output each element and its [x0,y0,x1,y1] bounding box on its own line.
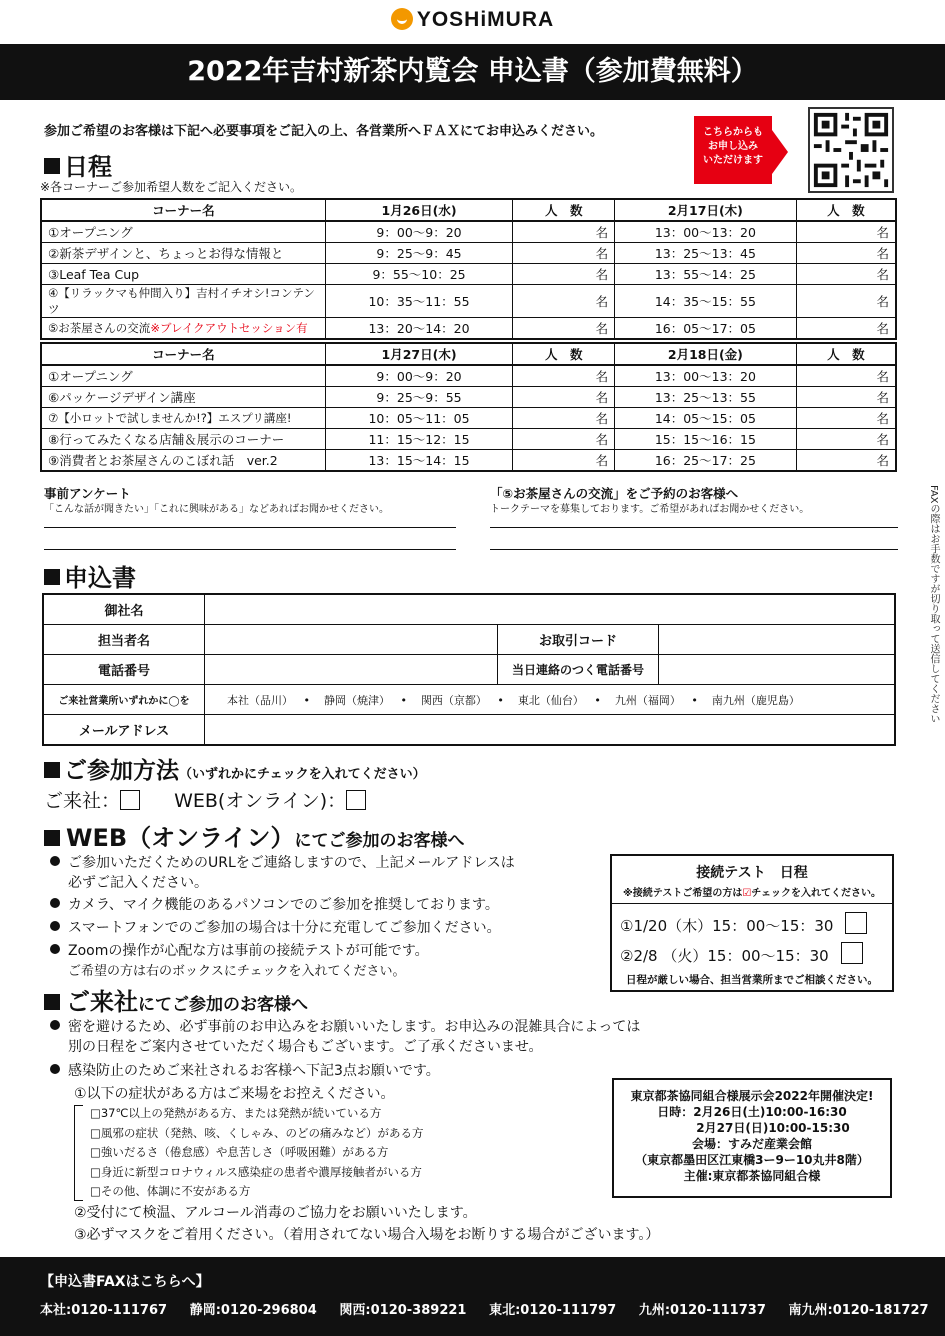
conn-title: 接続テスト 日程 [696,865,808,881]
symptom-item: □37℃以上の発熱がある方、または発熱が続いている方 [90,1106,382,1120]
schedule-table-1 [40,198,897,340]
fax-title: 【申込書FAXはこちらへ】 [40,1274,210,1290]
count-field[interactable]: 名 [796,429,896,450]
web-checkbox[interactable] [346,790,366,810]
fax-number: 九州:0120-111737 [638,1303,766,1318]
side-note: FAXの際はお手数ですが切り取って送信してください [928,485,939,724]
conn-note: ※接続テストご希望の方は☑チェックを入れてください。 [612,884,892,904]
office-select[interactable]: 本社（品川） • 静岡（焼津） • 関西（京都） • 東北（仙台） • 九州（福岡） • 南九州（鹿児島） [205,685,896,715]
table-row: ①オープニング 9：00〜9：20 名 13：00〜13：20 名 [41,221,896,243]
count-field[interactable]: 名 [513,264,615,285]
company-field[interactable] [205,594,896,625]
survey-line[interactable] [44,527,456,528]
schedule-table-2 [40,342,897,472]
visit-checkbox[interactable] [120,790,140,810]
count-field[interactable]: 名 [513,221,615,243]
symptom-item: □その他、体調に不安がある方 [90,1184,251,1198]
fax-number: 関西:0120-389221 [339,1303,467,1318]
connection-test-box [610,854,894,992]
visit-bullet: 感染防止のためご来社されるお客様へ下記3点お願いです。 [50,1060,440,1080]
count-field[interactable]: 名 [796,243,896,264]
visit-bullet: 密を避けるため、必ず事前のお申込みをお願いいたします。お申込みの混雑具合によっては 別の日程をご案内させていただく場合もございます。ご了承くださいませ。 [50,1016,640,1056]
count-field[interactable]: 名 [796,387,896,408]
qr-code[interactable] [808,107,894,193]
online-apply-callout: こちらからも お申し込み いただけます [694,116,772,184]
brand-mark-icon [391,8,413,30]
table-row: ①オープニング 9：00〜9：20 名 13：00〜13：20 名 [41,365,896,387]
fax-footer [0,1257,945,1336]
symptom-item: □風邪の症状（発熱、咳、くしゃみ、のどの痛みなど）がある方 [90,1125,424,1140]
table-row: ⑦【小ロットで試しませんか!?】エスプリ講座! 10：05〜11：05 名 14：05〜15：05 名 [41,408,896,429]
topic-desc: トークテーマを募集しております。ご希望があればお聞かせください。 [490,504,810,515]
count-field[interactable]: 名 [513,243,615,264]
office-option[interactable]: 本社（品川） [227,693,293,707]
conn-date-2: ②2/8 （火）15：00〜15：30 [620,942,892,966]
table-row: ⑨消費者とお茶屋さんのこぼれ話 ver.2 13：15〜14：15 名 16：25〜17：25 名 [41,450,896,472]
conn-date-2-checkbox[interactable] [841,942,863,964]
table-row: ④【リラックマも仲間入り】吉村イチオシ!コンテンツ 10：35〜11：55 名 14：35〜15：55 名 [41,285,896,318]
phone-field[interactable] [205,655,498,685]
trade-code-field[interactable] [659,625,896,655]
schedule-heading: 日程 [44,147,112,182]
table-row: ⑥パッケージデザイン講座 9：25〜9：55 名 13：25〜13：55 名 [41,387,896,408]
topic-line[interactable] [490,527,898,528]
count-field[interactable]: 名 [796,450,896,472]
qr-code-icon [810,109,892,191]
email-field[interactable] [205,715,896,746]
method-heading: ご参加方法（いずれかにチェックを入れてください） [44,752,426,785]
brand-logo [0,8,945,32]
check-icon: ☑ [742,888,752,899]
same-day-phone-field[interactable] [659,655,896,685]
exhibition-info-box: 東京都茶協同組合様展示会2022年開催決定! 日時：2月26日(土)10:00-16:30 2月27日(日)10:00-15:30 会場：すみだ産業会館 （東京都墨田区江東橋3ー9ー10丸井8階） 主催:東京都茶協同組合様 [612,1078,892,1198]
count-field[interactable]: 名 [796,264,896,285]
office-option[interactable]: 東北（仙台） [517,693,584,707]
table-row: ②新茶デザインと、ちょっとお得な情報と 9：25〜9：45 名 13：25〜13：45 名 [41,243,896,264]
person-field[interactable] [205,625,498,655]
schedule-note: ※各コーナーご参加希望人数をご記入ください。 [40,180,303,194]
count-field[interactable]: 名 [796,285,896,318]
office-option[interactable]: 九州（福岡） [614,693,681,707]
symptom-item: □強いだるさ（倦怠感）や息苦しさ（呼吸困難）がある方 [90,1145,389,1159]
symptom-bracket [74,1105,83,1201]
symptom-list [90,1104,424,1202]
fax-number: 東北:0120-111797 [489,1303,617,1318]
application-heading: 申込書 [44,558,136,593]
page-title: 2022年吉村新茶内覧会 申込書（参加費無料） [0,44,945,100]
symptom-item: □身近に新型コロナウィルス感染症の患者や濃厚接触者がいる方 [90,1164,422,1179]
conn-date-1-checkbox[interactable] [845,912,867,934]
table-header-row: コーナー名 1月26日(水) 人 数 2月17日(木) 人 数 [41,199,896,221]
count-field[interactable]: 名 [513,429,615,450]
count-field[interactable]: 名 [796,318,896,340]
web-bullet: ご参加いただくためのURLをご連絡しますので、上記メールアドレスは 必ずご記入ください。 [50,852,515,892]
office-option[interactable]: 静岡（焼津） [323,693,390,707]
count-field[interactable]: 名 [513,365,615,387]
office-option[interactable]: 関西（京都） [420,693,487,707]
web-bullet: スマートフォンでのご参加の場合は十分に充電してご参加ください。 [50,917,501,937]
fax-number: 静岡:0120-296804 [189,1303,317,1318]
count-field[interactable]: 名 [796,408,896,429]
office-option[interactable]: 南九州（鹿児島） [711,693,800,707]
table-row: ③Leaf Tea Cup 9：55〜10：25 名 13：55〜14：25 名 [41,264,896,285]
count-field[interactable]: 名 [513,318,615,340]
web-heading: WEB（オンライン）にてご参加のお客様へ [44,818,464,853]
fax-number: 本社:0120-111767 [40,1303,168,1318]
method-choices: ご来社： WEB(オンライン)： [44,786,366,813]
count-field[interactable]: 名 [513,285,615,318]
count-field[interactable]: 名 [513,408,615,429]
count-field[interactable]: 名 [796,221,896,243]
brand-name: YOSHiMURA [416,8,555,31]
table-header-row: コーナー名 1月27日(木) 人 数 2月18日(金) 人 数 [41,343,896,365]
visit-step-2: ②受付にて検温、アルコール消毒のご協力をお願いいたします。 [74,1205,477,1221]
visit-step-3: ③必ずマスクをご着用ください。（着用されてない場合入場をお断りする場合がございます。） [74,1227,660,1243]
fax-number: 南九州:0120-181727 [788,1303,929,1318]
web-bullet: カメラ、マイク機能のあるパソコンでのご参加を推奨しております。 [50,894,499,914]
count-field[interactable]: 名 [796,365,896,387]
table-row: ⑧行ってみたくなる店舗＆展示のコーナー 11：15〜12：15 名 15：15〜16：15 名 [41,429,896,450]
survey-title: 事前アンケート [44,486,131,501]
fax-list [40,1299,929,1318]
conn-date-1: ①1/20（木）15：00〜15：30 [620,912,892,936]
breakout-note: ※ブレイクアウトセッション有 [150,321,308,335]
conn-footer: 日程が厳しい場合、担当営業所までご相談ください。 [626,974,878,986]
survey-line[interactable] [44,549,456,550]
count-field[interactable]: 名 [513,387,615,408]
table-row: ⑤お茶屋さんの交流※ブレイクアウトセッション有 13：20〜14：20 名 16：05〜17：05 名 [41,318,896,340]
intro-text: 参加ご希望のお客様は下記へ必要事項をご記入の上、各営業所へＦＡＸにてお申込みください。 [44,124,604,139]
survey-desc: 「こんな話が聞きたい」「これに興味がある」などあればお聞かせください。 [44,504,389,515]
count-field[interactable]: 名 [513,450,615,472]
topic-line[interactable] [490,549,898,550]
web-bullet: Zoomの操作が心配な方は事前の接続テストが可能です。 ご希望の方は右のボックスにチェックを入れてください。 [50,940,429,979]
topic-title: 「⑤お茶屋さんの交流」をご予約のお客様へ [490,486,739,501]
visit-heading: ご来社にてご参加のお客様へ [44,982,308,1017]
application-form: 御社名 担当者名 お取引コード 電話番号 当日連絡のつく電話番号 ご来社営業所いずれかに◯を 本社（品川） • 静岡（焼津） • 関西（京都） • 東北（仙台） • 九州（福岡） • 南九州（鹿児島） メールアドレス [42,593,896,746]
visit-step-1: ①以下の症状がある方はご来場をお控えください。 [74,1086,395,1102]
